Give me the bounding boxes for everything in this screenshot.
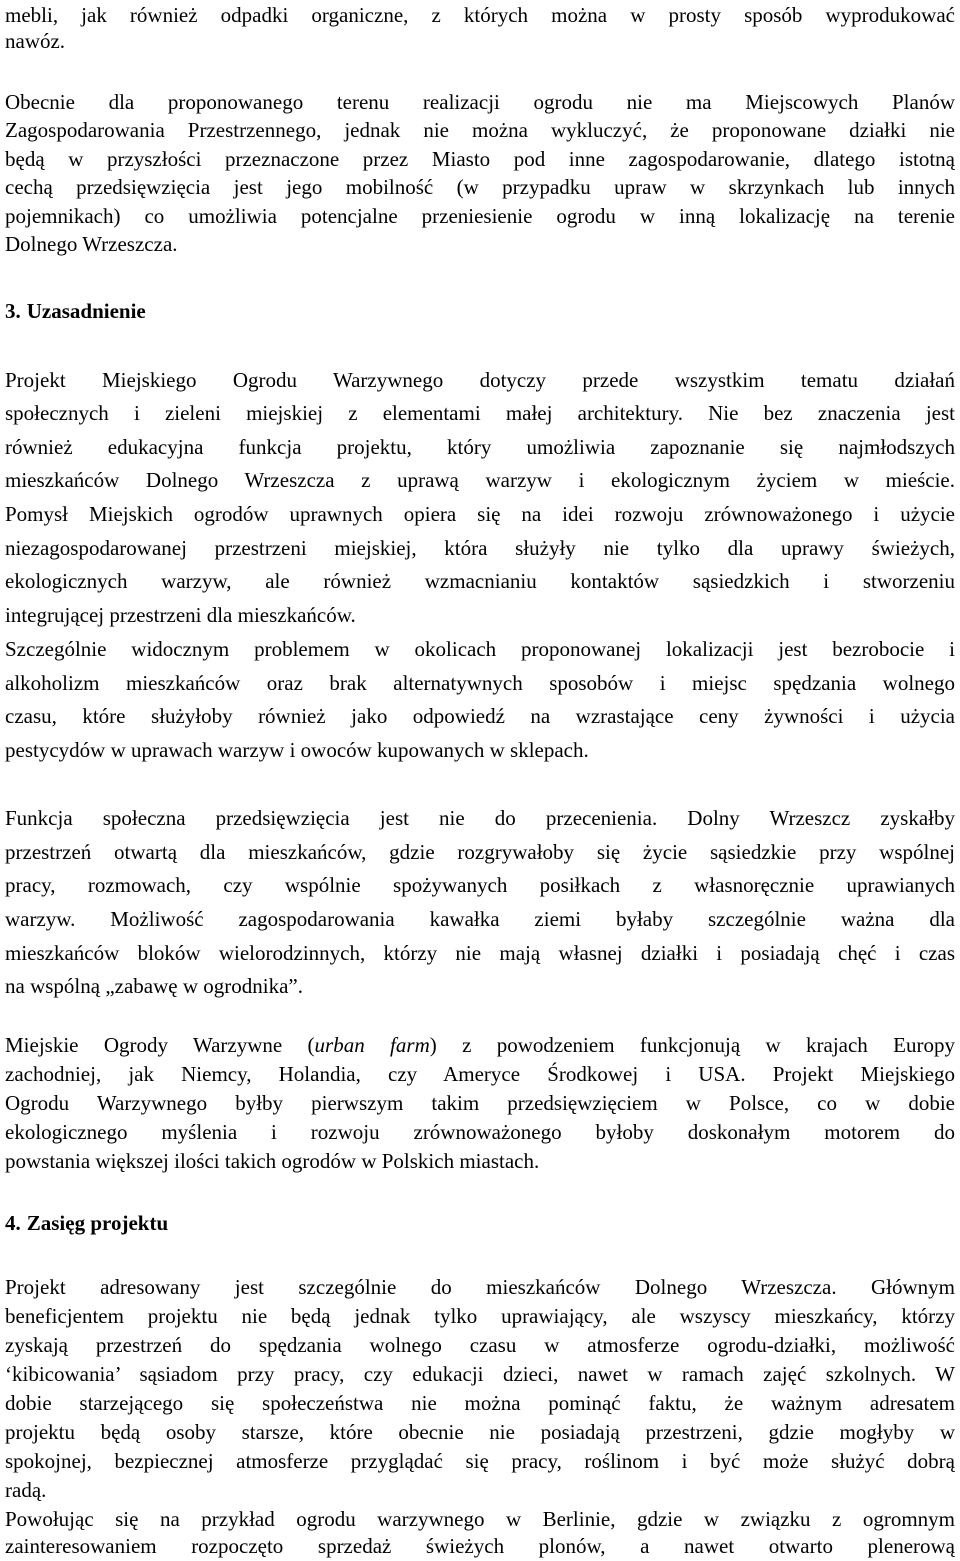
text-line: pracy, rozmowach, czy wspólnie spożywanych posiłkach z własnoręcznie uprawianych xyxy=(5,873,955,897)
text-line: Pomysł Miejskich ogrodów uprawnych opiera się na idei rozwoju zrównoważonego i użycie xyxy=(5,502,955,526)
text-line: cechą przedsięwzięcia jest jego mobilność (w przypadku upraw w skrzynkach lub innych xyxy=(5,175,955,199)
text-line: Projekt Miejskiego Ogrodu Warzywnego dotyczy przede wszystkim tematu działań xyxy=(5,368,955,392)
text-line: warzyw. Możliwość zagospodarowania kawałka ziemi byłaby szczególnie ważna dla xyxy=(5,907,955,931)
text-line: niezagospodarowanej przestrzeni miejskiej, która służyły nie tylko dla uprawy świeżych, xyxy=(5,536,955,560)
text-line: Funkcja społeczna przedsięwzięcia jest nie do przecenienia. Dolny Wrzeszcz zyskałby xyxy=(5,806,955,830)
text-line: Zagospodarowania Przestrzennego, jednak nie można wykluczyć, że proponowane działki nie xyxy=(5,118,955,142)
text-segment: ) z powodzeniem funkcjonują w krajach Europy xyxy=(429,1033,955,1057)
text-line: spokojnej, bezpiecznej atmosferze przyglądać się pracy, roślinom i być może służyć dobrą xyxy=(5,1449,955,1473)
text-segment: Miejskie Ogrody Warzywne ( xyxy=(5,1033,315,1057)
section-heading-4 xyxy=(5,1210,168,1236)
text-line: Szczególnie widocznym problemem w okolicach proponowanej lokalizacji jest bezrobocie i xyxy=(5,637,955,661)
text-line: Projekt adresowany jest szczególnie do mieszkańców Dolnego Wrzeszcza. Głównym xyxy=(5,1275,955,1299)
text-line: zyskają przestrzeń do spędzania wolnego czasu w atmosferze ogrodu-działki, możliwość xyxy=(5,1333,955,1357)
text-line: Powołując się na przykład ogrodu warzywnego w Berlinie, gdzie w związku z ogromnym xyxy=(5,1507,955,1531)
text-line: będą w przyszłości przeznaczone przez Miasto pod inne zagospodarowanie, dlatego istotną xyxy=(5,147,955,171)
text-line: czasu, które służyłoby również jako odpowiedź na wzrastające ceny żywności i użycia xyxy=(5,704,955,728)
text-line: na wspólną „zabawę w ogrodnika”. xyxy=(5,974,303,998)
text-line: zachodniej, jak Niemcy, Holandia, czy Ameryce Środkowej i USA. Projekt Miejskiego xyxy=(5,1062,955,1086)
text-line: beneficjentem projektu nie będą jednak tylko uprawiający, ale wszyscy mieszkańcy, którzy xyxy=(5,1304,955,1328)
section-heading-3 xyxy=(5,298,146,324)
text-line: radą. xyxy=(5,1478,47,1502)
text-line: dobie starzejącego się społeczeństwa nie można pominąć faktu, że ważnym adresatem xyxy=(5,1391,955,1415)
section-title: Zasięg projektu xyxy=(26,1211,169,1235)
section-number: 4. xyxy=(5,1211,21,1235)
text-line: pojemnikach) co umożliwia potencjalne przeniesienie ogrodu w inną lokalizację na terenie xyxy=(5,204,955,228)
text-line: przestrzeń otwartą dla mieszkańców, gdzie rozgrywałoby się życie sąsiedzkie przy wspólnej xyxy=(5,840,955,864)
text-line: Obecnie dla proponowanego terenu realizacji ogrodu nie ma Miejscowych Planów xyxy=(5,90,955,114)
text-line: mieszkańców bloków wielorodzinnych, którzy nie mają własnej działki i posiadają chęć i czas xyxy=(5,941,955,965)
text-line: Dolnego Wrzeszcza. xyxy=(5,232,178,256)
text-line: pestycydów w uprawach warzyw i owoców kupowanych w sklepach. xyxy=(5,738,589,762)
text-line: projektu będą osoby starsze, które obecnie nie posiadają przestrzeni, gdzie mogłyby w xyxy=(5,1420,955,1444)
text-line: mebli, jak również odpadki organiczne, z których można w prosty sposób wyprodukować xyxy=(5,3,955,27)
text-line xyxy=(5,1032,955,1060)
text-line: ‘kibicowania’ sąsiadom przy pracy, czy edukacji dzieci, nawet w ramach zajęć szkolnych. W xyxy=(5,1362,955,1386)
text-line: ekologicznego myślenia i rozwoju zrównoważonego byłoby doskonałym motorem do xyxy=(5,1120,955,1144)
text-line: Ogrodu Warzywnego byłby pierwszym takim przedsięwzięciem w Polsce, co w dobie xyxy=(5,1091,955,1115)
section-title: Uzasadnienie xyxy=(26,299,146,323)
section-number: 3. xyxy=(5,299,21,323)
text-line: społecznych i zieleni miejskiej z elementami małej architektury. Nie bez znaczenia jest xyxy=(5,401,955,425)
text-line: nawóz. xyxy=(5,29,66,53)
text-line: powstania większej ilości takich ogrodów w Polskich miastach. xyxy=(5,1149,540,1173)
text-line: zainteresowaniem rozpoczęto sprzedaż świeżych plonów, a nawet otwarto plenerową xyxy=(5,1534,955,1558)
italic-term: urban farm xyxy=(314,1033,430,1057)
text-line: integrującej przestrzeni dla mieszkańców. xyxy=(5,603,356,627)
text-line: alkoholizm mieszkańców oraz brak alternatywnych sposobów i miejsc spędzania wolnego xyxy=(5,671,955,695)
text-line: mieszkańców Dolnego Wrzeszcza z uprawą warzyw i ekologicznym życiem w mieście. xyxy=(5,468,955,492)
text-line: również edukacyjna funkcja projektu, który umożliwia zapoznanie się najmłodszych xyxy=(5,435,955,459)
text-line: ekologicznych warzyw, ale również wzmacnianiu kontaktów sąsiedzkich i stworzeniu xyxy=(5,569,955,593)
